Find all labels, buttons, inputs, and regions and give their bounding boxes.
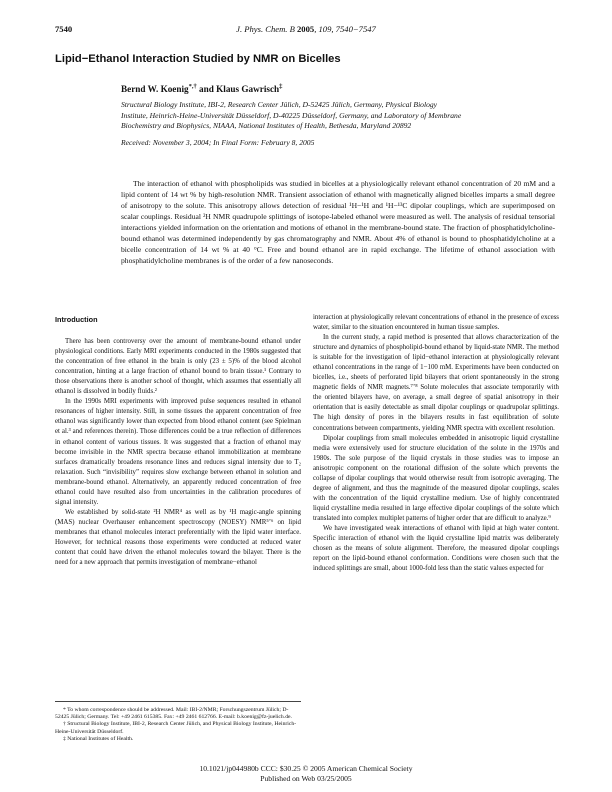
paragraph: interaction at physiologically relevant concentrations of ethanol in the presence of excess water, similar to the situation encountered in human tissue samples. bbox=[313, 314, 559, 332]
article-title: Lipid−Ethanol Interaction Studied by NMR on Bicelles bbox=[55, 53, 341, 65]
received-dates: Received: November 3, 2004; In Final Form: February 8, 2005 bbox=[121, 138, 315, 147]
affiliation-line: Institute, Heinrich-Heine-Universität Düsseldorf, D-40225 Düsseldorf, Germany, and Laboratory of Membrane bbox=[121, 110, 462, 120]
paragraph: In the 1990s MRI experiments with improved pulse sequences resulted in ethanol resonances of higher intensity. Still, in some tissues the apparent concentration of free ethanol was significantly lower than expected from blood ethanol content (see Spielman et al.³ and references therein). Those differences could be a true reflection of differences in ethanol content of various tissues. It was suggested that a fraction of ethanol may become invisible in the NMR spectra because ethanol immobilization at membrane surfaces dramatically broadens resonance lines and reduces signal intensity due to T₂ relaxation. Such “invisibility” requires slow exchange between ethanol in solution and membrane-bound ethanol. Alternatively, an apparently reduced concentration of free ethanol could have resulted also from uncertainties in the calibration procedures of signal intensity. bbox=[55, 398, 301, 506]
affiliations bbox=[121, 100, 561, 132]
author-name: Klaus Gawrisch bbox=[216, 84, 280, 94]
author-marks: ‡ bbox=[279, 82, 283, 90]
page-number: 7540 bbox=[55, 24, 73, 34]
author-line bbox=[121, 84, 282, 94]
author-name: Bernd W. Koenig bbox=[121, 84, 189, 94]
journal-citation bbox=[0, 24, 612, 34]
footnote: † Structural Biology Institute, IBI-2, Research Center Jülich, and Physical Biology Institute, Heinrich-Heine-Universität Düsseldorf. bbox=[55, 721, 297, 735]
doi-line: 10.1021/jp044980b CCC: $30.25 © 2005 American Chemical Society bbox=[199, 764, 413, 773]
right-column bbox=[313, 313, 559, 574]
abstract: The interaction of ethanol with phospholipids was studied in bicelles at a physiologically relevant ethanol concentration of 20 mM and a lipid content of 14 wt % by high-resolution NMR. Transient association of ethanol with magnetically aligned bicelles imparts a small degree of anisotropy to the solute. This anisotropy allows detection of residual ¹H−¹H and ¹H−¹³C dipolar couplings, which are superimposed on scalar couplings. Residual ²H NMR quadrupole splittings of isotope-labeled ethanol were measured as well. The analysis of residual tensorial interactions yielded information on the orientation and motions of ethanol in the membrane-bound state. The fraction of phosphatidylcholine-bound ethanol was determined independently by gas chromatography and NMR. About 4% of ethanol is bound to phosphatidylcholine at a bicelle concentration of 14 wt % at 40 °C. Free and bound ethanol are in rapid exchange. The lifetime of ethanol association with phosphatidylcholine membranes is of the order of a few nanoseconds. bbox=[121, 179, 555, 265]
affiliation-line: Biochemistry and Biophysics, NIAAA, National Institutes of Health, Bethesda, Maryland 20892 bbox=[121, 121, 412, 131]
section-heading-introduction: Introduction bbox=[55, 315, 98, 324]
left-column bbox=[55, 315, 301, 568]
author-connector: and bbox=[196, 84, 217, 94]
author-marks: *,† bbox=[188, 82, 197, 90]
affiliation-line: Structural Biology Institute, IBI-2, Research Center Jülich, D-52425 Jülich, Germany, Physical Biology bbox=[121, 100, 438, 109]
journal-volume-pages: , 109, 7540−7547 bbox=[314, 24, 376, 34]
page-footer bbox=[0, 764, 612, 784]
paragraph: Dipolar couplings from small molecules embedded in anisotropic liquid crystalline media were extensively used for structure elucidation of the solute in the 1970s and 1980s. The sole purpose of the liquid crystals in those studies was to impose an anisotropic component on the rotational diffusion of the solute which prevents the collapse of dipolar couplings that would otherwise result from isotropic averaging. The degree of alignment, and thus the magnitude of the measured dipolar couplings, scales with the concentration of the liquid crystalline medium. Use of highly concentrated liquid crystalline media resulted in large effective dipolar couplings of the solute which translated into complex multiplet patterns of higher order that are difficult to analyze.⁹ bbox=[313, 434, 559, 522]
journal-year: 2005 bbox=[297, 24, 315, 34]
footnotes bbox=[55, 701, 301, 743]
journal-name: J. Phys. Chem. B bbox=[236, 24, 297, 34]
paragraph: We have investigated weak interactions of ethanol with lipid at high water content. Specific interaction of ethanol with the liquid crystalline lipid matrix was deliberately chosen as the means of solute alignment. Therefore, the measured dipolar couplings report on the lipid-bound ethanol conformation. Conditions were chosen such that the induced splittings are small, about 1000-fold less than the static values expected for bbox=[313, 524, 559, 573]
paragraph: In the current study, a rapid method is presented that allows characterization of the structure and dynamics of phospholipid-bound ethanol by liquid-state NMR. The method is suitable for the investigation of lipid−ethanol interaction at physiologically relevant ethanol concentrations in the range of 1−100 mM. Experiments have been conducted on bicelles, i.e., sheets of perforated lipid bilayers that orient spontaneously in the strong magnetic fields of NMR magnets.⁷ʼ⁸ Solute molecules that associate temporarily with the oriented bilayers have, on average, a small degree of spatial anisotropy in their orientation that is easily detectable as small dipolar couplings or quadrupolar splittings. The high density of pores in the bilayers results in fast equilibration of solute concentrations between compartments, yielding NMR spectra with excellent resolution. bbox=[313, 334, 559, 432]
footnote: ‡ National Institutes of Health. bbox=[63, 735, 134, 742]
published-line: Published on Web 03/25/2005 bbox=[260, 774, 352, 783]
paragraph: We established by solid-state ²H NMR⁴ as well as by ¹H magic-angle spinning (MAS) nuclear Overhauser enhancement spectroscopy (NOESY) NMR⁵ʼ⁶ on lipid membranes that ethanol molecules interact preferentially with the lipid water interface. However, for technical reasons those experiments were conducted at reduced water content that could have driven the ethanol molecules toward the bilayer. There is the need for a new approach that permits investigation of membrane−ethanol bbox=[55, 508, 301, 567]
paragraph: There has been controversy over the amount of membrane-bound ethanol under physiological conditions. Early MRI experiments conducted in the 1980s suggested that the concentration of free ethanol in the brain is only (23 ± 5)% of the blood alcohol concentration, hinting at a large fraction of ethanol bound to brain tissue.¹ Contrary to those observations there is another school of thought, which assumes that essentially all ethanol is dissolved in bodily fluids.² bbox=[55, 338, 301, 396]
footnote: * To whom correspondence should be addressed. Mail: IBI-2/NMR; Forschungszentrum Jülich; D-52425 Jülich; Germany. Tel: +49 2461 615385. Fax: +49 2461 612766. E-mail: b.koenig@fz-juelich.de. bbox=[55, 707, 292, 721]
